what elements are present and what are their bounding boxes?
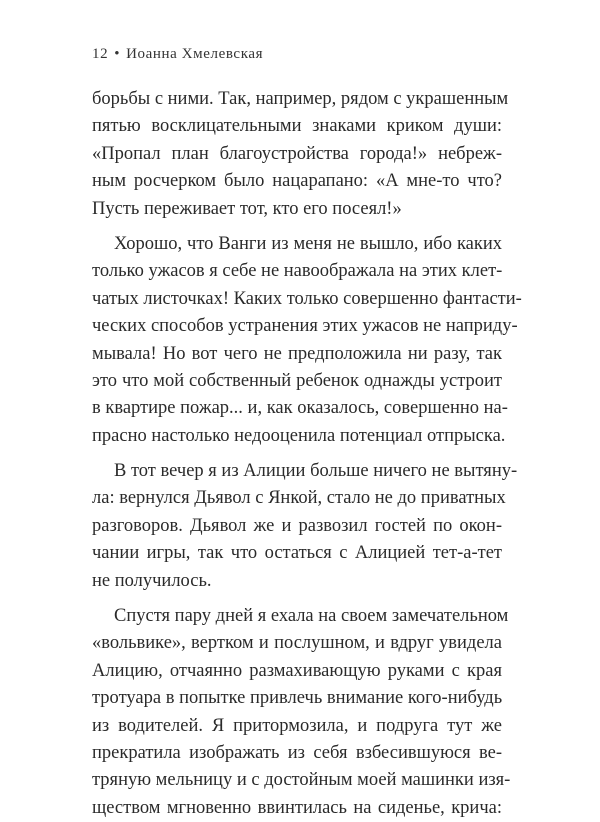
text-line: прасно настолько недооценила потенциал отпрыска. [92, 425, 506, 446]
running-header [92, 46, 263, 63]
text-line: ла: вернулся Дьявол с Янкой, стало не до приватных [92, 488, 506, 509]
text-line: из водителей. Я притормозила, и подруга тут же [92, 715, 502, 736]
author-name: Иоанна Хмелевская [126, 46, 264, 62]
text-line: Спустя пару дней я ехала на своем замечательном [114, 606, 509, 627]
text-line: тряную мельницу и с достойным моей машинки изя- [92, 770, 511, 791]
text-line: в квартире пожар... и, как оказалось, совершенно на- [92, 398, 508, 419]
text-line: мывала! Но вот чего не предположила ни разу, так [92, 343, 502, 364]
text-line: чании игры, так что остаться с Алицией тет-а-тет [92, 543, 502, 564]
text-line: Хорошо, что Ванги из меня не вышло, ибо каких [114, 233, 502, 254]
text-line: В тот вечер я из Алиции больше ничего не вытяну- [114, 461, 518, 482]
text-line: Пусть переживает тот, кто его посеял!» [92, 198, 402, 219]
text-line: борьбы с ними. Так, например, рядом с украшенным [92, 89, 509, 109]
text-line: «вольвике», вертком и послушном, и вдруг увидела [92, 633, 502, 654]
text-line: ществом мгновенно ввинтилась на сиденье, крича: [92, 797, 502, 818]
text-line: это что мой собственный ребенок однажды устроит [92, 370, 502, 391]
paragraph-4 [92, 603, 511, 822]
text-line: только ужасов я себе не навоображала на этих клет- [92, 261, 503, 282]
header-separator: • [114, 46, 121, 62]
text-line: ческих способов устранения этих ужасов не напридy- [92, 316, 518, 337]
text-line: Алицию, отчаянно размахивающую руками с края [92, 660, 502, 681]
text-line: «Пропал план благоустройства города!» небреж- [92, 143, 502, 164]
text-line: чатых листочках! Каких только совершенно фантасти- [92, 288, 522, 309]
paragraph-1 [92, 86, 509, 223]
text-line: разговоров. Дьявол же и развозил гостей по окон- [92, 515, 502, 536]
text-line: прекратила изображать из себя взбесившуюся ве- [92, 742, 502, 763]
text-line: не получилось. [92, 570, 212, 591]
text-line: тротуара в попытке привлечь внимание кого-нибудь [92, 688, 503, 709]
paragraph-3 [92, 458, 518, 595]
paragraph-2 [92, 231, 522, 450]
text-line: ным росчерком было нацарапано: «А мне-то что? [92, 171, 502, 192]
page-number: 12 [92, 46, 109, 62]
body-text [92, 86, 522, 822]
text-line: пятью восклицательными знаками криком души: [92, 116, 502, 137]
